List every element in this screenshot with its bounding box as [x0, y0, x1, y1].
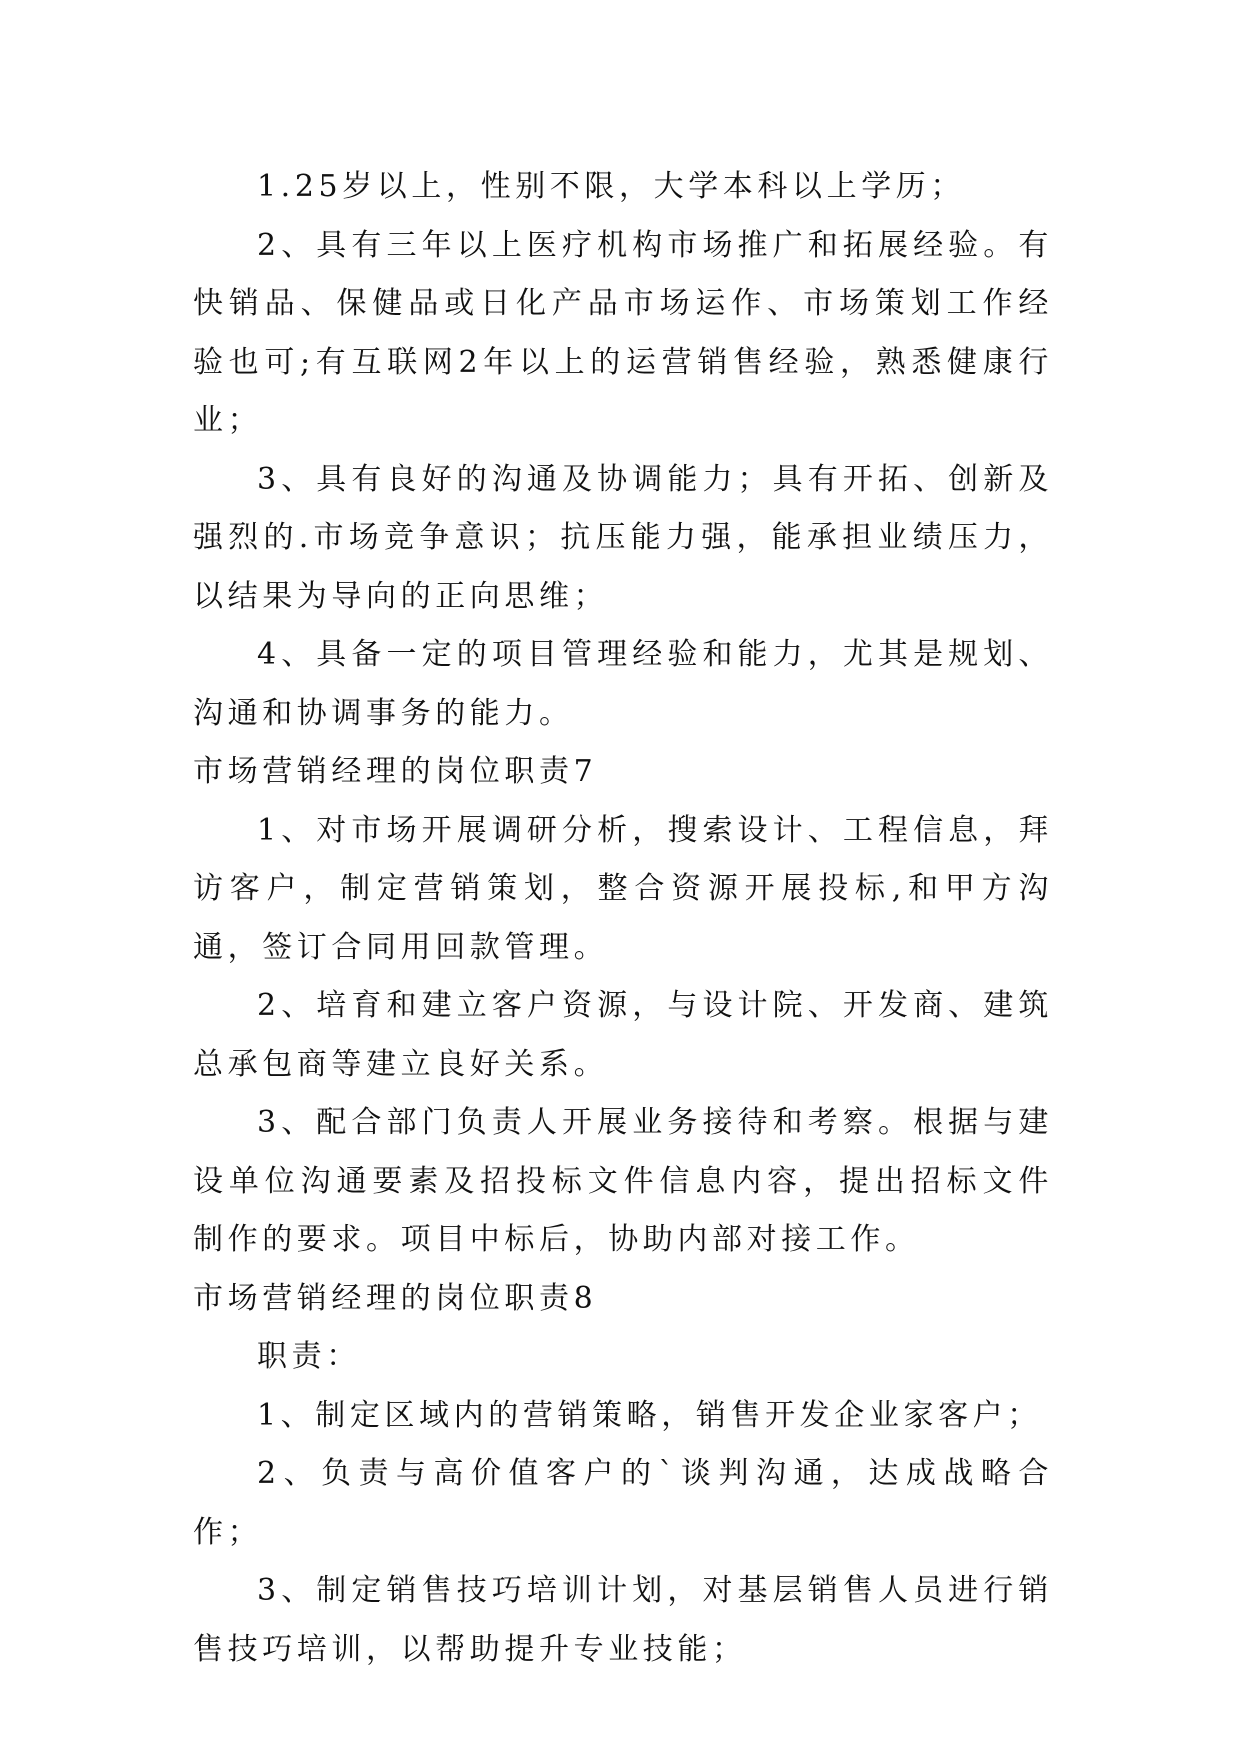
requirement-3: 3、具有良好的沟通及协调能力；具有开拓、创新及强烈的.市场竞争意识；抗压能力强，能承担业绩压力，以结果为导向的正向思维； [193, 461, 1053, 614]
document-body [193, 158, 1053, 1679]
duty-7-2: 2、培育和建立客户资源，与设计院、开发商、建筑总承包商等建立良好关系。 [193, 988, 1053, 1082]
duty-7-1: 1、对市场开展调研分析，搜索设计、工程信息，拜访客户，制定营销策划，整合资源开展投标,和甲方沟通，签订合同用回款管理。 [193, 812, 1053, 965]
duty-8-1: 1、制定区域内的营销策略，销售开发企业家客户； [257, 1397, 1042, 1433]
duties-label: 职责： [257, 1339, 361, 1374]
requirement-1: 1.25岁以上，性别不限，大学本科以上学历； [257, 169, 965, 204]
requirement-4: 4、具备一定的项目管理经验和能力，尤其是规划、沟通和协调事务的能力。 [193, 637, 1053, 731]
duty-8-2: 2、负责与高价值客户的`谈判沟通，达成战略合作； [193, 1456, 1053, 1550]
duty-7-3: 3、配合部门负责人开展业务接待和考察。根据与建设单位沟通要素及招投标文件信息内容，提出招标文件制作的要求。项目中标后，协助内部对接工作。 [193, 1105, 1053, 1257]
section-heading-7: 市场营销经理的岗位职责7 [193, 754, 598, 789]
duty-8-3: 3、制定销售技巧培训计划，对基层销售人员进行销售技巧培训，以帮助提升专业技能； [193, 1573, 1053, 1667]
section-heading-8: 市场营销经理的岗位职责8 [193, 1280, 598, 1316]
requirement-2: 2、具有三年以上医疗机构市场推广和拓展经验。有快销品、保健品或日化产品市场运作、市场策划工作经验也可;有互联网2年以上的运营销售经验，熟悉健康行业； [193, 227, 1053, 438]
